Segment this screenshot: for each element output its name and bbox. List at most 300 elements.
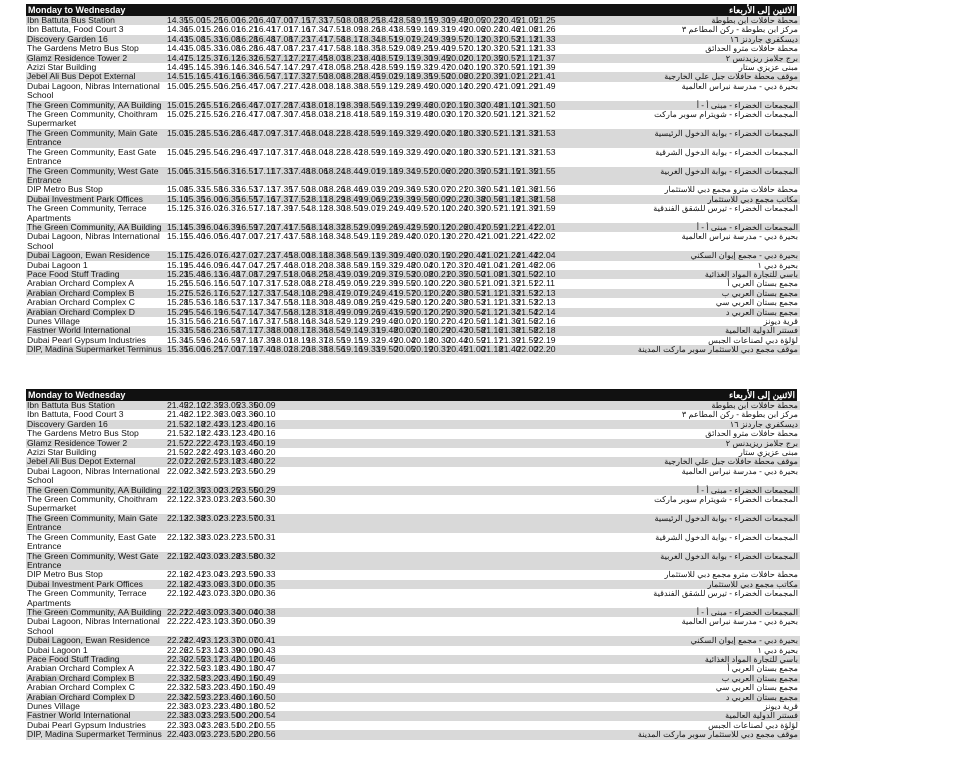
departure-time: 15.35	[167, 344, 189, 355]
departure-time: 20.05	[464, 15, 486, 25]
departure-time: 18.45	[359, 71, 381, 82]
departure-time: 20.45	[499, 15, 521, 25]
departure-time: 22.12	[167, 494, 189, 505]
departure-time: 18.58	[359, 109, 381, 120]
stop-name-arabic: المجمعات الخضراء - بوابة الدخول الرئيسية	[633, 514, 800, 533]
departure-time: 21.55	[534, 165, 556, 176]
departure-time: 21.08	[481, 268, 504, 279]
departure-time: 17.09	[254, 127, 276, 138]
departure-time: 19.59	[394, 306, 416, 317]
stop-name-arabic: بحيرة دبي ١	[633, 646, 800, 655]
departure-time: 21.46	[516, 259, 539, 270]
stop-name-arabic: بحيرة دبي - مدرسة نبراس العالمية	[633, 232, 800, 251]
departure-time: 20.53	[499, 43, 521, 54]
departure-time: 21.12	[499, 109, 521, 120]
departure-time: 19.24	[376, 203, 399, 214]
departure-time: 19.57	[411, 203, 434, 214]
departure-time: 16.39	[219, 221, 241, 232]
departure-time: 18.35	[359, 43, 381, 54]
departure-time: 19.34	[394, 165, 416, 176]
departure-time: 23.20	[201, 682, 224, 693]
departure-time: 17.35	[271, 184, 294, 195]
departure-times	[167, 467, 633, 486]
departure-time: 14.43	[167, 43, 189, 54]
departure-time: 21.53	[167, 428, 189, 439]
departure-time: 17.52	[289, 193, 311, 204]
departure-time: 17.42	[289, 80, 311, 91]
departure-time: 15.33	[201, 43, 224, 54]
departure-time: 00.21	[236, 719, 259, 730]
departure-time: 18.55	[359, 80, 381, 91]
departure-time: 16.47	[236, 109, 259, 120]
departure-time: 19.53	[394, 268, 416, 279]
departure-time: 17.29	[254, 268, 276, 279]
departure-time: 23.27	[219, 531, 241, 542]
departure-time: 17.39	[271, 203, 294, 214]
departure-time: 15.50	[201, 80, 224, 91]
departure-time: 20.04	[429, 127, 451, 138]
departure-time: 19.02	[376, 71, 399, 82]
departure-time: 16.04	[201, 221, 224, 232]
departure-time: 18.30	[324, 203, 346, 214]
departure-time: 22.11	[184, 409, 205, 420]
table-row	[26, 495, 800, 514]
departure-time: 20.39	[481, 71, 504, 82]
departure-time: 23.20	[201, 672, 224, 683]
departure-time: 20.07	[429, 184, 451, 195]
departure-time: 18.00	[306, 80, 329, 91]
departure-time: 16.28	[219, 127, 241, 138]
departure-time: 18.38	[324, 259, 346, 270]
departure-time: 15.59	[184, 334, 206, 345]
departure-time: 22.51	[201, 456, 224, 467]
stop-name-arabic: المجمعات الخضراء - شويترام سوبر ماركت	[633, 110, 800, 129]
departure-time: 20.50	[464, 268, 486, 279]
departure-time: 21.50	[534, 99, 556, 110]
departure-time: 15.14	[184, 62, 206, 73]
departure-time: 21.49	[534, 80, 556, 91]
departure-time: 18.42	[341, 127, 364, 138]
departure-time: 17.50	[289, 184, 311, 195]
departure-times	[167, 232, 633, 251]
departure-time: 23.46	[236, 447, 259, 458]
departure-time: 16.09	[201, 259, 224, 270]
departure-time: 21.42	[516, 231, 539, 242]
departure-time: 22.00	[516, 344, 539, 355]
departure-time: 23.48	[236, 456, 259, 467]
departure-time: 20.31	[429, 344, 451, 355]
departure-time: 19.55	[394, 278, 416, 289]
departure-time: 16.53	[236, 184, 259, 195]
departure-times	[167, 167, 633, 186]
departure-time: 15.19	[167, 259, 189, 270]
departure-time: 21.10	[499, 99, 521, 110]
departure-time: 22.22	[184, 437, 206, 448]
departure-time: 21.30	[516, 99, 539, 110]
departure-time: 19.48	[376, 325, 399, 336]
departure-time: 19.29	[359, 316, 381, 326]
departure-time: 00.56	[254, 729, 276, 740]
departure-time: 23.18	[201, 663, 224, 674]
stop-name: Dubai Lagoon, Nibras International School	[26, 82, 167, 101]
stop-name: Glamz Residence Tower 2	[26, 439, 167, 448]
departure-time: 23.26	[219, 494, 241, 505]
departure-time: 17.31	[271, 127, 294, 138]
departure-time: 16.18	[201, 297, 224, 308]
departure-time: 16.31	[219, 165, 241, 176]
departure-time: 21.06	[516, 24, 539, 35]
departure-time: 22.13	[534, 287, 556, 298]
stop-name: Ibn Battuta Bus Station	[26, 16, 167, 25]
departure-time: 21.33	[534, 43, 556, 54]
departure-time: 23.09	[201, 606, 224, 617]
stop-name: Ibn Battuta, Food Court 3	[26, 410, 167, 419]
departure-time: 18.21	[324, 109, 346, 120]
stop-name: Arabian Orchard Complex B	[26, 289, 167, 298]
departure-time: 19.28	[394, 80, 416, 91]
departure-time: 20.57	[499, 52, 521, 63]
departure-times	[167, 533, 633, 552]
departure-time: 20.51	[481, 146, 504, 157]
stop-name: The Green Community, East Gate Entrance	[26, 533, 167, 552]
departure-time: 14.36	[167, 24, 189, 35]
departure-time: 17.37	[271, 193, 294, 204]
departure-time: 18.25	[359, 15, 381, 25]
departure-time: 00.22	[236, 729, 259, 740]
departure-time: 00.15	[236, 682, 259, 693]
departure-time: 20.24	[429, 297, 451, 308]
departure-time: 15.31	[167, 316, 189, 326]
departure-time: 17.18	[254, 203, 276, 214]
departure-time: 22.18	[184, 418, 206, 429]
departure-time: 18.43	[324, 268, 346, 279]
departure-time: 19.50	[429, 71, 451, 82]
departure-time: 23.16	[219, 447, 241, 458]
departure-time: 15.00	[167, 80, 189, 91]
departure-time: 16.25	[219, 80, 241, 91]
departure-time: 17.18	[236, 334, 259, 345]
departure-time: 23.51	[219, 719, 241, 730]
departure-time: 22.10	[167, 484, 189, 495]
departure-time: 00.39	[254, 616, 276, 627]
departure-time: 22.40	[184, 550, 206, 561]
stop-name-arabic: بحيرة دبي - مدرسة نبراس العالمية	[633, 467, 800, 486]
departure-time: 20.47	[481, 80, 504, 91]
departure-time: 17.17	[271, 71, 294, 82]
departure-time: 00.13	[236, 663, 259, 674]
departure-time: 16.49	[236, 146, 259, 157]
stop-name: Dubai Investment Park Offices	[26, 195, 167, 204]
stop-name: Ibn Battuta, Food Court 3	[26, 25, 167, 34]
departure-time: 17.41	[306, 33, 329, 44]
departure-time: 15.28	[167, 297, 189, 308]
departure-time: 17.58	[324, 43, 346, 54]
departure-time: 17.43	[289, 99, 311, 110]
departure-time: 15.25	[184, 80, 206, 91]
stop-name: Jebel Ali Bus Depot External	[26, 457, 167, 466]
departure-time: 00.54	[254, 710, 276, 721]
departure-time: 22.51	[184, 644, 206, 655]
departure-time: 18.22	[324, 127, 346, 138]
departure-time: 16.56	[219, 316, 241, 326]
departure-time: 22.49	[184, 635, 206, 646]
departure-time: 15.23	[167, 268, 189, 279]
table-row	[26, 683, 800, 692]
departure-time: 15.03	[167, 127, 189, 138]
stop-name: Ibn Battuta Bus Station	[26, 401, 167, 410]
departure-time: 20.03	[411, 250, 434, 261]
departure-time: 18.08	[306, 184, 329, 195]
departure-time: 20.29	[429, 325, 451, 336]
departure-time: 21.33	[499, 287, 521, 298]
stop-name-arabic: محطة حافلات مترو مجمع دبي للاستثمار	[633, 570, 800, 579]
departure-time: 19.06	[359, 193, 381, 204]
departure-time: 19.07	[394, 33, 416, 44]
departure-time: 23.04	[184, 719, 206, 730]
departure-time: 20.38	[446, 287, 469, 298]
stop-name-arabic: محطة حافلات ابن بطوطة	[633, 401, 800, 410]
departure-time: 17.00	[219, 344, 241, 355]
departure-time: 20.59	[499, 62, 521, 73]
departure-time: 17.52	[271, 278, 294, 289]
departure-time: 21.33	[499, 297, 521, 308]
departure-time: 20.46	[499, 24, 521, 35]
departure-time: 18.27	[306, 278, 329, 289]
stop-name-arabic: مكاتب مجمع دبي للاستثمار	[633, 195, 800, 204]
departure-time: 19.24	[411, 33, 434, 44]
departure-time: 20.33	[464, 146, 486, 157]
departure-time: 20.41	[464, 221, 486, 232]
departure-time: 18.02	[271, 344, 294, 355]
departure-time: 21.51	[516, 278, 539, 289]
departure-time: 21.26	[499, 259, 521, 270]
departure-time: 16.21	[236, 24, 259, 35]
departure-time: 18.00	[289, 250, 311, 261]
departure-time: 17.27	[289, 52, 311, 63]
departure-time: 22.37	[184, 494, 206, 505]
departure-time: 15.29	[184, 146, 206, 157]
departure-time: 22.18	[534, 325, 556, 336]
departure-time: 21.16	[481, 325, 504, 336]
table-row	[26, 552, 800, 571]
stop-name-arabic: مركز ابن بطوطة - ركن المطاعم ٣	[633, 410, 800, 419]
departure-time: 21.59	[167, 447, 189, 458]
departure-time: 20.24	[429, 287, 451, 298]
departure-time: 15.37	[201, 52, 224, 63]
departure-time: 17.23	[289, 33, 311, 44]
departure-time: 21.11	[481, 297, 503, 308]
departure-time: 15.33	[184, 184, 206, 195]
departure-time: 22.59	[184, 691, 206, 702]
departure-time: 23.25	[219, 465, 241, 476]
departure-time: 20.30	[464, 99, 486, 110]
departure-time: 17.58	[271, 316, 294, 326]
departure-time: 18.40	[359, 52, 381, 63]
departure-time: 20.31	[481, 33, 504, 44]
departure-time: 16.13	[201, 268, 224, 279]
stop-name: The Green Community, Terrace Apartments	[26, 204, 167, 223]
departure-time: 00.35	[254, 578, 276, 589]
departure-time: 18.56	[359, 99, 381, 110]
departure-time: 19.57	[446, 33, 469, 44]
table-row	[26, 345, 800, 354]
stop-name-arabic: بحيرة دبي - مدرسة نبراس العالمية	[633, 82, 800, 101]
departure-time: 21.46	[167, 409, 189, 420]
departure-time: 19.11	[359, 231, 380, 242]
departure-time: 00.46	[254, 653, 276, 664]
departure-time: 19.41	[376, 287, 399, 298]
departure-time: 21.39	[516, 203, 539, 214]
departure-time: 21.33	[516, 146, 539, 157]
departure-time: 20.06	[429, 165, 451, 176]
departure-time: 16.56	[254, 71, 276, 82]
stop-name: Dubai Investment Park Offices	[26, 580, 167, 589]
stop-name-arabic: محطة حافلات ابن بطوطة	[633, 16, 800, 25]
departure-time: 21.39	[499, 334, 521, 345]
departure-time: 22.21	[167, 606, 189, 617]
departure-time: 18.30	[306, 297, 329, 308]
departure-time: 18.00	[271, 325, 294, 336]
departure-time: 18.26	[324, 184, 346, 195]
departure-time: 15.33	[167, 325, 189, 336]
departure-time: 15.35	[184, 193, 206, 204]
departure-time: 21.54	[516, 306, 539, 317]
departure-time: 17.00	[236, 231, 259, 242]
departure-time: 23.58	[236, 550, 259, 561]
departure-time: 17.16	[236, 316, 259, 326]
departure-time: 21.31	[499, 278, 521, 289]
departure-time: 18.19	[324, 99, 346, 110]
departure-time: 19.48	[446, 15, 469, 25]
departure-time: 19.39	[394, 193, 416, 204]
stop-name-arabic: برج جلامز ريزيدنس ٢	[633, 439, 800, 448]
stop-name: Arabian Orchard Complex C	[26, 683, 167, 692]
departure-time: 20.27	[446, 231, 469, 242]
stop-name: Pace Food Stuff Trading	[26, 270, 167, 279]
departure-time: 20.30	[429, 334, 451, 345]
departure-time: 17.30	[271, 109, 294, 120]
departure-time: 17.28	[271, 99, 294, 110]
stop-name: The Green Community, AA Building	[26, 101, 167, 110]
departure-time: 21.59	[516, 334, 539, 345]
departure-time: 22.38	[167, 710, 189, 721]
departure-time: 16.01	[219, 24, 241, 35]
departure-time: 17.47	[306, 62, 329, 73]
departure-time: 21.38	[516, 193, 539, 204]
departure-time: 19.23	[376, 193, 399, 204]
timetable-section-2	[26, 389, 797, 740]
stop-name: Dubai Lagoon, Nibras International School	[26, 232, 167, 251]
departure-time: 14.51	[167, 71, 189, 82]
departure-time: 16.02	[201, 203, 224, 214]
departure-time: 18.04	[306, 127, 329, 138]
departure-time: 17.46	[289, 127, 311, 138]
departure-time: 18.08	[324, 71, 346, 82]
stop-name-arabic: المجمعات الخضراء - بوابة الدخول الغربية	[633, 552, 800, 571]
departure-time: 21.33	[534, 33, 556, 44]
departure-time: 23.27	[201, 729, 224, 740]
departure-time: 21.13	[516, 33, 539, 44]
departure-time: 23.35	[236, 400, 259, 410]
departure-time: 23.29	[219, 569, 241, 580]
departure-time: 20.08	[411, 268, 434, 279]
departure-time: 23.03	[184, 710, 206, 721]
departure-time: 00.07	[236, 635, 259, 646]
departure-time: 20.37	[481, 62, 504, 73]
departure-time: 18.06	[289, 268, 311, 279]
departure-time: 00.43	[254, 644, 276, 655]
departure-time: 18.25	[341, 62, 364, 73]
departure-time: 15.28	[184, 127, 206, 138]
departure-time: 19.32	[359, 334, 381, 345]
departure-time: 23.42	[236, 418, 259, 429]
departure-time: 20.35	[481, 52, 504, 63]
departure-time: 18.39	[341, 99, 364, 110]
departure-time: 18.37	[306, 334, 329, 345]
departure-time: 16.40	[219, 231, 241, 242]
departure-time: 20.53	[464, 287, 486, 298]
stop-name: The Green Community, Terrace Apartments	[26, 589, 167, 608]
departure-time: 15.10	[167, 193, 189, 204]
departure-time: 16.42	[219, 250, 241, 261]
table-row	[26, 439, 800, 448]
departure-time: 22.16	[167, 569, 189, 580]
departure-time: 21.57	[167, 437, 189, 448]
departure-time: 19.30	[376, 250, 399, 261]
stop-name: The Gardens Metro Bus Stop	[26, 44, 167, 53]
stop-name: Pace Food Stuff Trading	[26, 655, 167, 664]
departure-time: 18.11	[289, 297, 310, 308]
departure-time: 17.50	[306, 71, 329, 82]
departure-time: 21.14	[481, 316, 504, 326]
departure-time: 16.33	[219, 184, 241, 195]
departure-time: 19.08	[341, 297, 364, 308]
stop-name-arabic: مجمع بستان العربي سي	[633, 683, 800, 692]
departure-time: 15.54	[184, 306, 206, 317]
departure-time: 22.04	[534, 250, 556, 261]
departure-time: 21.52	[534, 109, 556, 120]
departure-time: 16.00	[219, 15, 241, 25]
departure-time: 14.43	[167, 33, 189, 44]
departure-time: 15.51	[201, 99, 224, 110]
table-row	[26, 410, 800, 419]
table-row	[26, 655, 800, 664]
departure-time: 23.55	[236, 484, 259, 495]
departure-time: 23.05	[184, 729, 206, 740]
departure-time: 23.45	[236, 437, 259, 448]
departure-times	[167, 345, 633, 354]
departure-time: 23.05	[219, 400, 241, 410]
departure-time: 17.41	[271, 221, 294, 232]
departure-time: 19.39	[429, 33, 451, 44]
departure-time: 23.55	[236, 465, 259, 476]
departure-time: 22.56	[184, 663, 206, 674]
departure-time: 20.53	[499, 33, 521, 44]
departure-time: 21.39	[534, 62, 556, 73]
departure-time: 17.06	[254, 80, 276, 91]
departure-time: 20.09	[429, 193, 451, 204]
departure-time: 18.36	[306, 325, 329, 336]
departure-time: 18.10	[289, 287, 311, 298]
departure-time: 18.59	[359, 127, 381, 138]
departure-time: 19.13	[359, 250, 381, 261]
departure-time: 22.24	[184, 447, 206, 458]
departure-time: 19.56	[411, 193, 434, 204]
departure-time: 20.22	[429, 278, 451, 289]
departure-time: 16.05	[201, 231, 224, 242]
departure-time: 18.03	[306, 109, 329, 120]
departure-time: 16.32	[236, 52, 259, 63]
